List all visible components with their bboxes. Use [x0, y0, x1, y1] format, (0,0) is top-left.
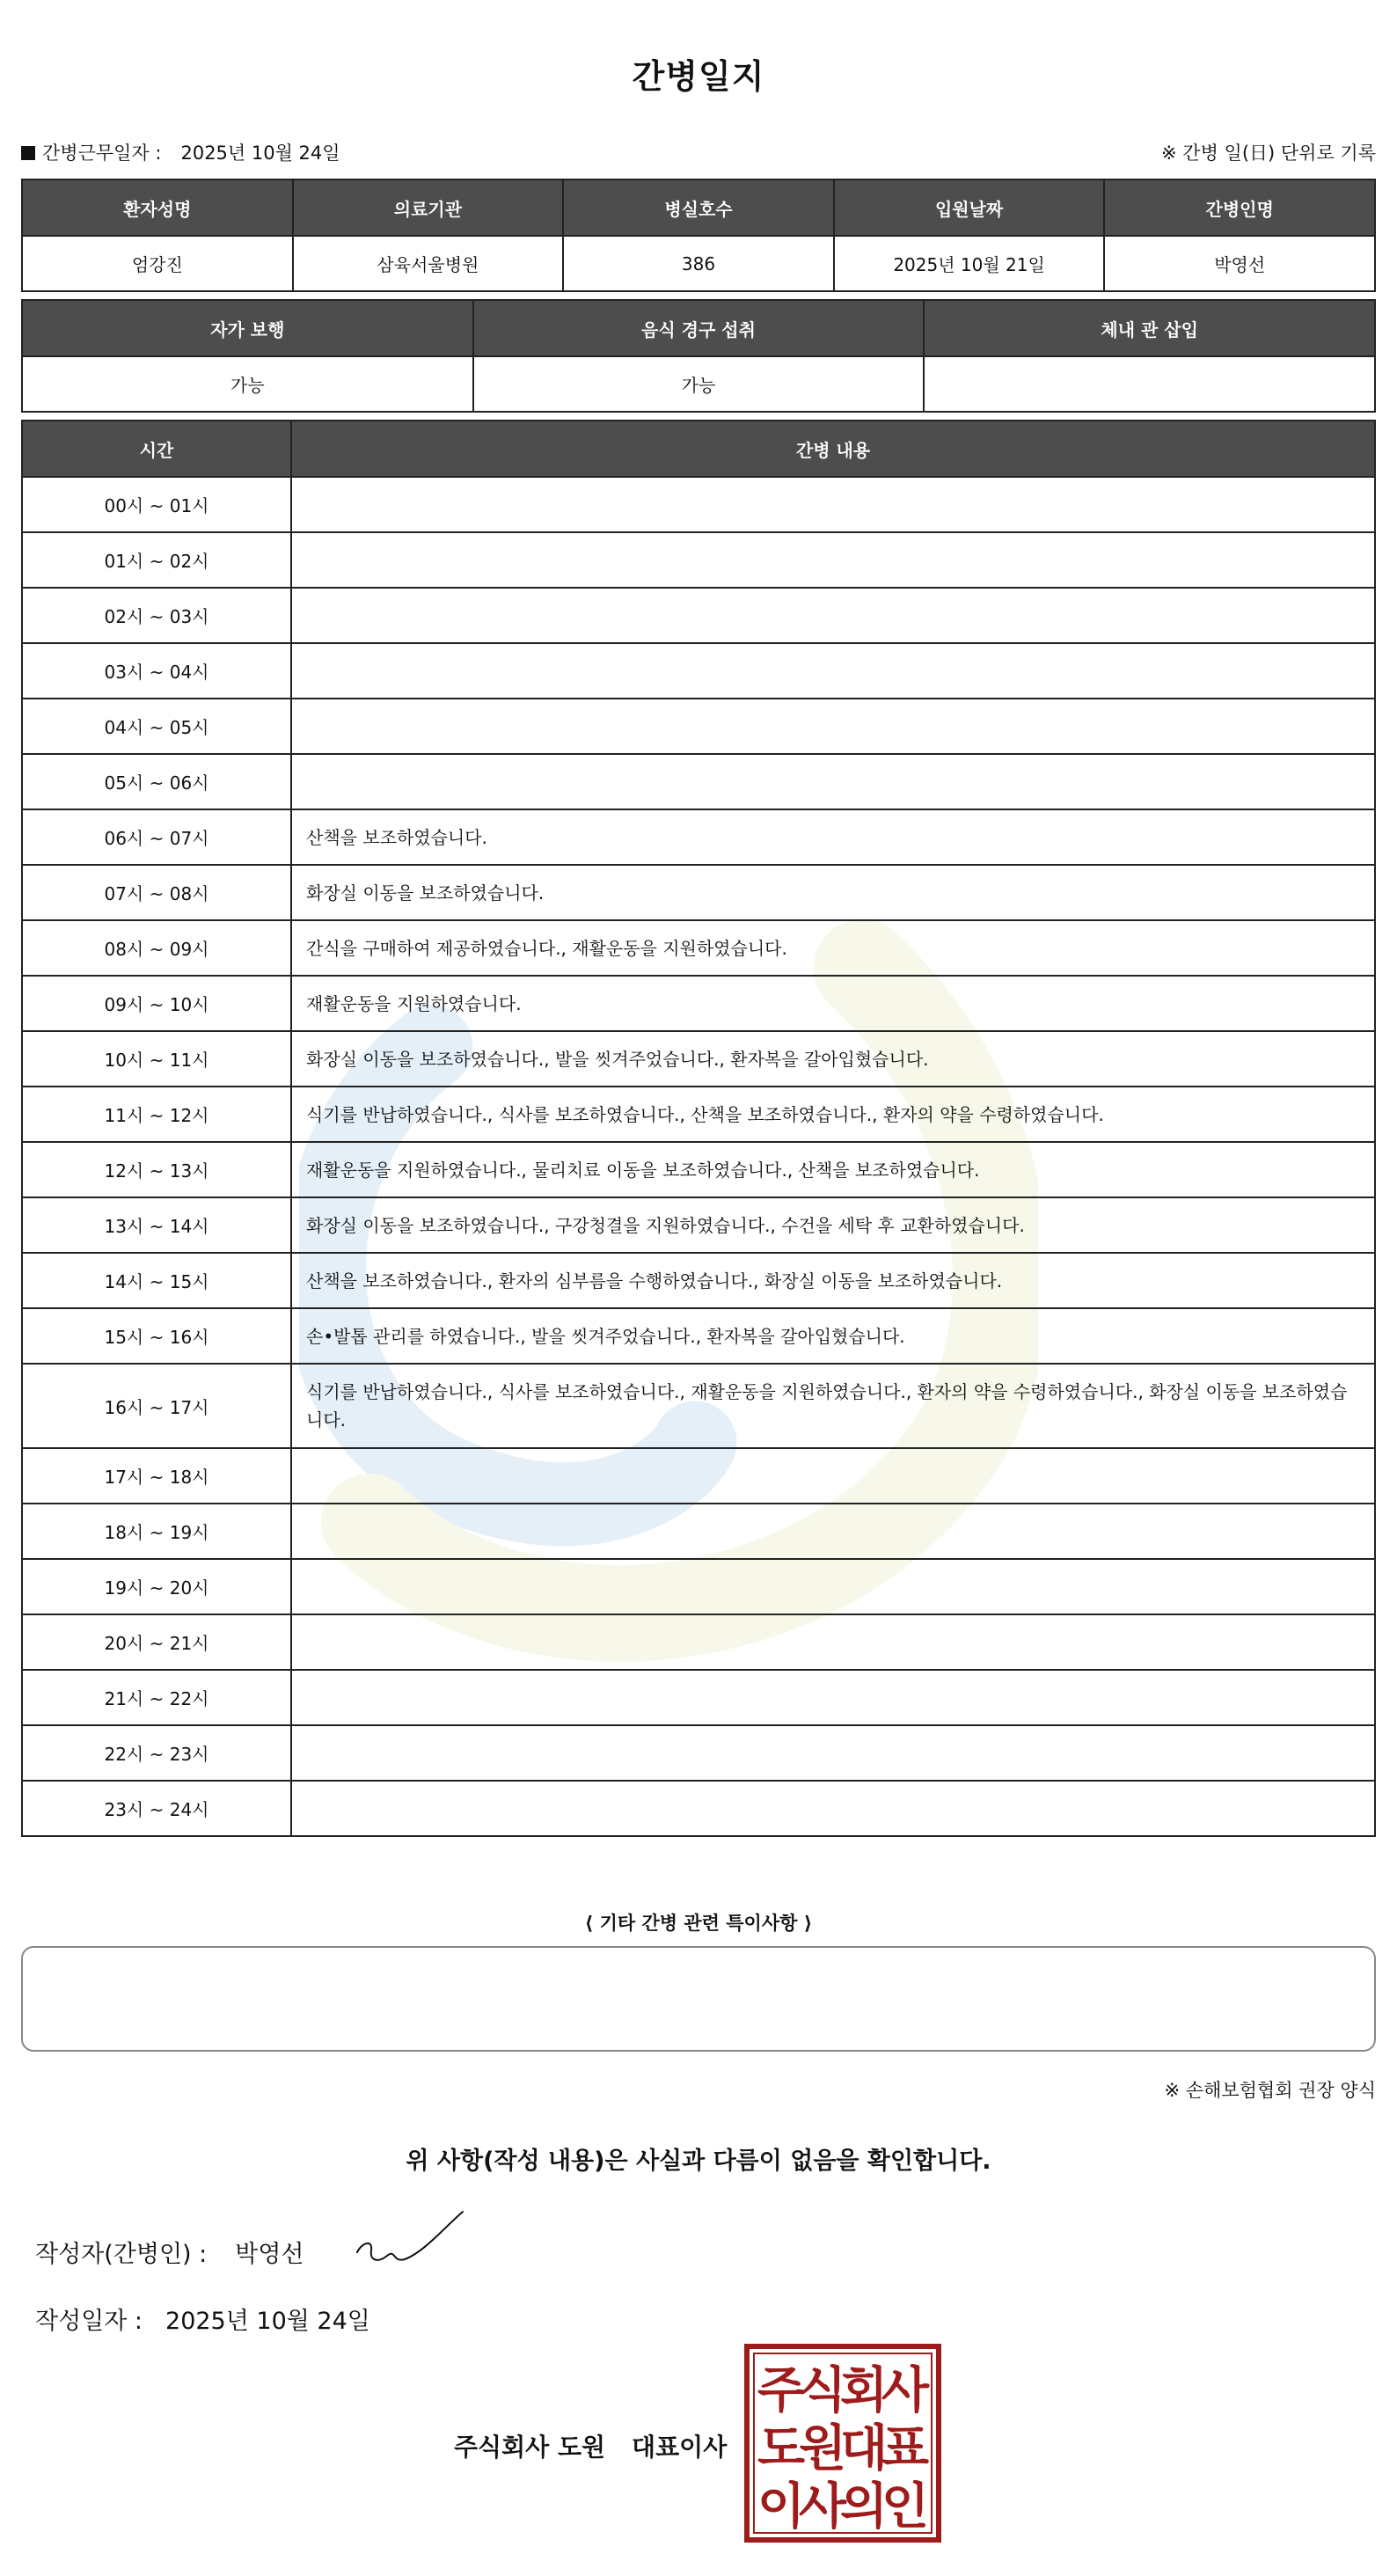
log-time: 11시 ~ 12시: [22, 1087, 291, 1142]
log-content: 화장실 이동을 보조하였습니다.: [291, 865, 1375, 920]
tube-insertion: [924, 356, 1375, 412]
patient-name: 엄강진: [22, 236, 293, 291]
work-date-value: 2025년 10월 24일: [180, 143, 340, 164]
svg-text:인: 인: [881, 2478, 930, 2536]
status-table-row: [22, 356, 1375, 412]
care-log-row: [22, 588, 1375, 643]
log-time: 19시 ~ 20시: [22, 1559, 291, 1614]
care-log-row: [22, 643, 1375, 699]
log-time: 01시 ~ 02시: [22, 532, 291, 588]
care-log-table: [21, 420, 1376, 1837]
oral-intake: 가능: [473, 356, 925, 412]
log-content: 화장실 이동을 보조하였습니다., 발을 씻겨주었습니다., 환자복을 갈아입혔습니다.: [291, 1031, 1375, 1087]
log-time: 04시 ~ 05시: [22, 699, 291, 754]
log-content: 재활운동을 지원하였습니다.: [291, 976, 1375, 1031]
care-log-row: [22, 1725, 1375, 1781]
log-time: 15시 ~ 16시: [22, 1308, 291, 1364]
care-log-row: [22, 754, 1375, 809]
log-content: 재활운동을 지원하였습니다., 물리치료 이동을 보조하였습니다., 산책을 보조하였습니다.: [291, 1142, 1375, 1197]
written-date-label: 작성일자 :: [35, 2308, 143, 2335]
header-tube-insertion: 체내 관 삽입: [924, 300, 1375, 356]
header-self-walking: 자가 보행: [22, 300, 473, 356]
header-care-content: 간병 내용: [291, 421, 1375, 477]
care-log-row: [22, 1670, 1375, 1725]
log-time: 05시 ~ 06시: [22, 754, 291, 809]
log-time: 08시 ~ 09시: [22, 920, 291, 976]
writer-label: 작성자(간병인) :: [35, 2241, 208, 2268]
svg-text:도: 도: [757, 2420, 806, 2477]
handwritten-signature: [354, 2208, 468, 2270]
log-content: [291, 1781, 1375, 1836]
care-log-row: [22, 477, 1375, 532]
log-content: [291, 643, 1375, 699]
care-log-body: [22, 477, 1375, 1836]
log-content: [291, 532, 1375, 588]
log-time: 09시 ~ 10시: [22, 976, 291, 1031]
log-time: 23시 ~ 24시: [22, 1781, 291, 1836]
log-time: 14시 ~ 15시: [22, 1253, 291, 1308]
log-time: 03시 ~ 04시: [22, 643, 291, 699]
special-notes-title: ⟨ 기타 간병 관련 특이사항 ⟩: [584, 1913, 813, 1934]
care-log-row: [22, 1031, 1375, 1087]
log-content: 간식을 구매하여 제공하였습니다., 재활운동을 지원하였습니다.: [291, 920, 1375, 976]
patient-table-header: [22, 179, 1375, 236]
caregiver-name: 박영선: [1104, 236, 1375, 291]
care-log-row: [22, 532, 1375, 588]
writer-name: 박영선: [235, 2241, 304, 2268]
log-time: 12시 ~ 13시: [22, 1142, 291, 1197]
log-content: [291, 1559, 1375, 1614]
care-log-row: [22, 1253, 1375, 1308]
log-content: [291, 1504, 1375, 1559]
log-content: [291, 477, 1375, 532]
admission-date: 2025년 10월 21일: [834, 236, 1105, 291]
care-log-row: [22, 865, 1375, 920]
svg-text:대: 대: [839, 2420, 889, 2477]
log-time: 20시 ~ 21시: [22, 1614, 291, 1670]
square-bullet-icon: [21, 146, 35, 160]
care-log-row: [22, 976, 1375, 1031]
header-admission-date: 입원날짜: [834, 179, 1105, 236]
care-log-row: [22, 1614, 1375, 1670]
log-time: 00시 ~ 01시: [22, 477, 291, 532]
care-log-row: [22, 1504, 1375, 1559]
log-time: 17시 ~ 18시: [22, 1448, 291, 1504]
form-note: ※ 손해보험협회 권장 양식: [1164, 2080, 1376, 2101]
log-time: 18시 ~ 19시: [22, 1504, 291, 1559]
header-time: 시간: [22, 421, 291, 477]
care-log-row: [22, 1308, 1375, 1364]
log-time: 13시 ~ 14시: [22, 1197, 291, 1253]
log-time: 21시 ~ 22시: [22, 1670, 291, 1725]
header-patient-name: 환자성명: [22, 179, 293, 236]
document-title: 간병일지: [632, 57, 765, 96]
care-log-row: [22, 1364, 1375, 1448]
log-time: 10시 ~ 11시: [22, 1031, 291, 1087]
svg-text:원: 원: [798, 2420, 847, 2477]
log-content: [291, 588, 1375, 643]
log-content: 식기를 반납하였습니다., 식사를 보조하였습니다., 산책을 보조하였습니다., 환자의 약을 수령하였습니다.: [291, 1087, 1375, 1142]
log-content: 산책을 보조하였습니다., 환자의 심부름을 수행하였습니다., 화장실 이동을 보조하였습니다.: [291, 1253, 1375, 1308]
log-content: [291, 754, 1375, 809]
written-date-line: [35, 2302, 370, 2336]
care-log-row: [22, 1559, 1375, 1614]
header-hospital: 의료기관: [293, 179, 564, 236]
log-time: 06시 ~ 07시: [22, 809, 291, 865]
care-log-row: [22, 1142, 1375, 1197]
status-table: [21, 299, 1376, 413]
svg-text:회: 회: [839, 2362, 889, 2419]
log-content: [291, 1725, 1375, 1781]
svg-text:사: 사: [881, 2362, 930, 2419]
header-caregiver: 간병인명: [1104, 179, 1375, 236]
log-content: [291, 1448, 1375, 1504]
log-content: [291, 1670, 1375, 1725]
company-line: [454, 2428, 727, 2463]
header-room: 병실호수: [563, 179, 834, 236]
status-table-header: [22, 300, 1375, 356]
written-date-value: 2025년 10월 24일: [165, 2308, 370, 2335]
room-number: 386: [563, 236, 834, 291]
log-time: 22시 ~ 23시: [22, 1725, 291, 1781]
svg-text:사: 사: [798, 2478, 847, 2536]
care-log-row: [22, 1448, 1375, 1504]
care-log-row: [22, 1087, 1375, 1142]
log-time: 16시 ~ 17시: [22, 1364, 291, 1448]
svg-text:표: 표: [881, 2420, 930, 2477]
svg-text:이: 이: [757, 2478, 806, 2536]
care-log-row: [22, 699, 1375, 754]
header-oral-intake: 음식 경구 섭취: [473, 300, 925, 356]
care-log-row: [22, 1197, 1375, 1253]
svg-text:의: 의: [839, 2478, 889, 2536]
special-notes-box: [21, 1946, 1376, 2052]
work-date: [21, 139, 340, 165]
log-content: 손•발톱 관리를 하였습니다., 발을 씻겨주었습니다., 환자복을 갈아입혔습니다.: [291, 1308, 1375, 1364]
self-walking: 가능: [22, 356, 473, 412]
company-seal-stamp: [744, 2344, 941, 2543]
patient-table: [21, 179, 1376, 292]
log-content: [291, 699, 1375, 754]
care-log-row: [22, 920, 1375, 976]
care-log-header: [22, 421, 1375, 477]
log-time: 07시 ~ 08시: [22, 865, 291, 920]
confirmation-statement: 위 사항(작성 내용)은 사실과 다름이 없음을 확인합니다.: [406, 2148, 991, 2175]
svg-text:주: 주: [757, 2362, 806, 2419]
care-log-row: [22, 809, 1375, 865]
log-content: [291, 1614, 1375, 1670]
work-date-label: 간병근무일자 :: [42, 143, 162, 164]
log-content: 산책을 보조하였습니다.: [291, 809, 1375, 865]
hospital: 삼육서울병원: [293, 236, 564, 291]
company-representative: 대표이사: [632, 2433, 728, 2462]
patient-table-row: [22, 236, 1375, 291]
writer-line: [35, 2235, 304, 2269]
svg-text:식: 식: [798, 2362, 847, 2419]
unit-note: ※ 간병 일(日) 단위로 기록: [1161, 143, 1376, 164]
company-name: 주식회사 도원: [454, 2433, 606, 2462]
log-content: 식기를 반납하였습니다., 식사를 보조하였습니다., 재활운동을 지원하였습니다., 환자의 약을 수령하였습니다., 화장실 이동을 보조하였습니다.: [291, 1364, 1375, 1448]
log-content: 화장실 이동을 보조하였습니다., 구강청결을 지원하였습니다., 수건을 세탁 후 교환하였습니다.: [291, 1197, 1375, 1253]
log-time: 02시 ~ 03시: [22, 588, 291, 643]
care-log-row: [22, 1781, 1375, 1836]
